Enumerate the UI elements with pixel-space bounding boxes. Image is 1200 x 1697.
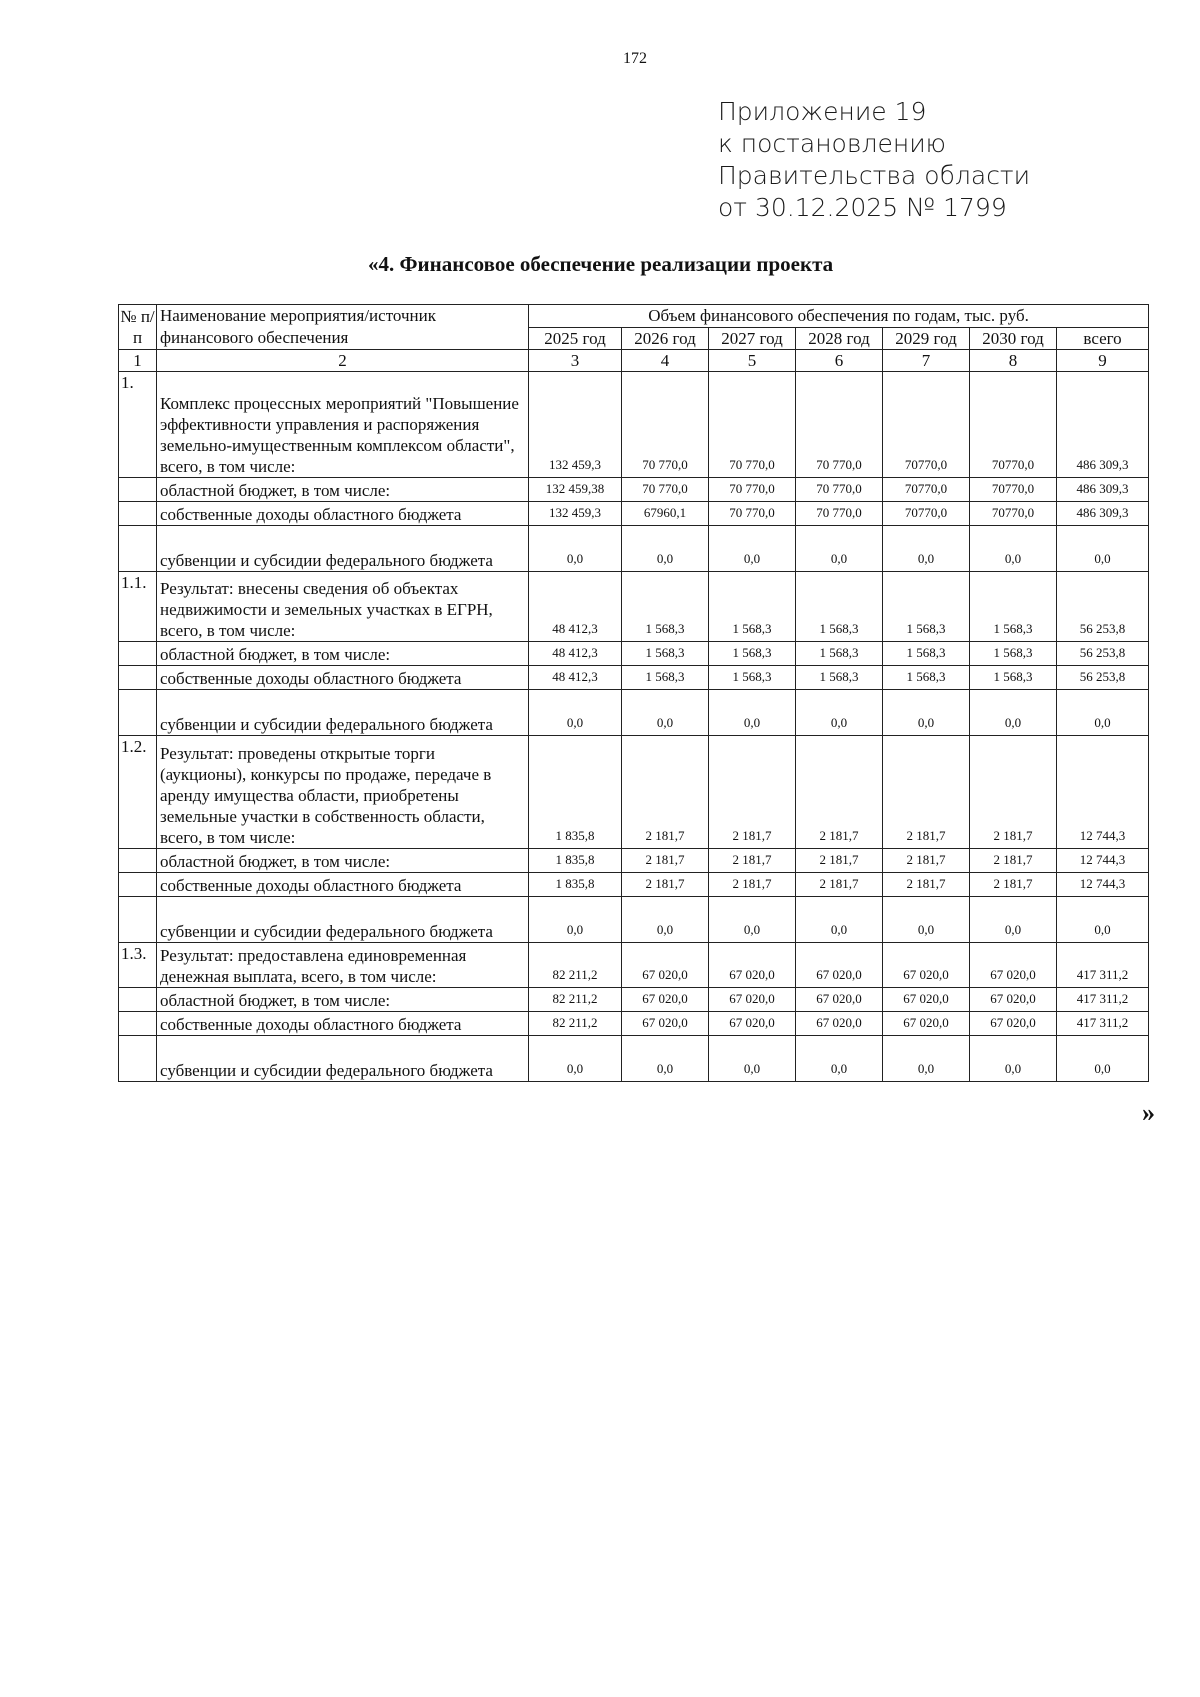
cell-value: 0,0	[529, 690, 622, 736]
cell-total: 56 253,8	[1057, 642, 1149, 666]
column-number: 3	[529, 350, 622, 372]
column-number: 5	[709, 350, 796, 372]
row-name: Комплекс процессных мероприятий "Повышение эффективности управления и распоряжения земельно-имущественным комплексом области", всего, в том числе:	[157, 372, 529, 478]
table-row	[119, 502, 1149, 526]
cell-value: 1 568,3	[796, 642, 883, 666]
financing-table	[118, 304, 1149, 1082]
table-header	[119, 305, 1149, 372]
cell-value: 67 020,0	[970, 943, 1057, 988]
cell-total: 417 311,2	[1057, 943, 1149, 988]
cell-total: 0,0	[1057, 690, 1149, 736]
row-name: областной бюджет, в том числе:	[157, 849, 529, 873]
cell-value: 0,0	[529, 526, 622, 572]
cell-value: 0,0	[970, 1036, 1057, 1082]
table-body	[119, 372, 1149, 1082]
table-row	[119, 1012, 1149, 1036]
cell-value: 2 181,7	[622, 849, 709, 873]
cell-value: 0,0	[622, 1036, 709, 1082]
table-row	[119, 1036, 1149, 1082]
column-number: 8	[970, 350, 1057, 372]
cell-value: 82 211,2	[529, 988, 622, 1012]
column-number: 9	[1057, 350, 1149, 372]
cell-value: 2 181,7	[796, 736, 883, 849]
closing-quote: »	[1142, 1098, 1155, 1127]
header-year: всего	[1057, 327, 1149, 350]
cell-value: 70 770,0	[709, 478, 796, 502]
cell-value: 48 412,3	[529, 572, 622, 642]
cell-value: 67 020,0	[622, 1012, 709, 1036]
cell-value: 0,0	[622, 526, 709, 572]
cell-value: 82 211,2	[529, 1012, 622, 1036]
row-name: собственные доходы областного бюджета	[157, 1012, 529, 1036]
row-index-empty	[119, 666, 157, 690]
header-name: Наименование мероприятия/источник финансового обеспечения	[157, 305, 529, 350]
row-index-empty	[119, 478, 157, 502]
cell-total: 417 311,2	[1057, 1012, 1149, 1036]
cell-value: 70 770,0	[796, 478, 883, 502]
cell-value: 48 412,3	[529, 642, 622, 666]
cell-value: 67 020,0	[883, 1012, 970, 1036]
cell-value: 0,0	[529, 897, 622, 943]
table-row	[119, 478, 1149, 502]
row-name: субвенции и субсидии федерального бюджета	[157, 897, 529, 943]
row-index-empty	[119, 873, 157, 897]
cell-value: 70770,0	[970, 502, 1057, 526]
row-index-empty	[119, 988, 157, 1012]
cell-value: 0,0	[883, 897, 970, 943]
cell-total: 486 309,3	[1057, 502, 1149, 526]
table-row	[119, 372, 1149, 478]
cell-value: 70770,0	[970, 372, 1057, 478]
cell-value: 1 568,3	[883, 666, 970, 690]
cell-value: 70 770,0	[709, 502, 796, 526]
header-volume: Объем финансового обеспечения по годам, тыс. руб.	[529, 305, 1149, 328]
cell-value: 0,0	[622, 690, 709, 736]
cell-value: 0,0	[709, 897, 796, 943]
cell-total: 12 744,3	[1057, 736, 1149, 849]
page-number: 172	[623, 50, 647, 67]
row-index-empty	[119, 642, 157, 666]
column-number: 6	[796, 350, 883, 372]
row-index-empty	[119, 526, 157, 572]
row-name: субвенции и субсидии федерального бюджета	[157, 690, 529, 736]
cell-value: 2 181,7	[796, 849, 883, 873]
column-number: 4	[622, 350, 709, 372]
cell-value: 0,0	[796, 897, 883, 943]
column-number: 2	[157, 350, 529, 372]
row-index-empty	[119, 849, 157, 873]
cell-total: 12 744,3	[1057, 873, 1149, 897]
cell-value: 1 568,3	[796, 666, 883, 690]
cell-value: 70770,0	[883, 478, 970, 502]
cell-value: 67 020,0	[796, 1012, 883, 1036]
cell-value: 1 568,3	[970, 642, 1057, 666]
header-year: 2028 год	[796, 327, 883, 350]
row-index-empty	[119, 502, 157, 526]
cell-total: 0,0	[1057, 526, 1149, 572]
header-year: 2027 год	[709, 327, 796, 350]
cell-value: 1 568,3	[796, 572, 883, 642]
cell-value: 1 835,8	[529, 873, 622, 897]
header-year: 2026 год	[622, 327, 709, 350]
cell-value: 70770,0	[970, 478, 1057, 502]
cell-value: 70 770,0	[709, 372, 796, 478]
appendix-reference: к постановлению	[718, 129, 946, 158]
table-row	[119, 736, 1149, 849]
row-name: Результат: предоставлена единовременная денежная выплата, всего, в том числе:	[157, 943, 529, 988]
cell-value: 132 459,38	[529, 478, 622, 502]
cell-total: 0,0	[1057, 1036, 1149, 1082]
cell-total: 56 253,8	[1057, 572, 1149, 642]
cell-value: 2 181,7	[709, 736, 796, 849]
cell-value: 0,0	[709, 526, 796, 572]
cell-value: 0,0	[709, 690, 796, 736]
cell-value: 1 568,3	[709, 572, 796, 642]
cell-value: 0,0	[970, 897, 1057, 943]
row-name: субвенции и субсидии федерального бюджета	[157, 526, 529, 572]
cell-value: 1 568,3	[970, 572, 1057, 642]
cell-value: 70 770,0	[796, 502, 883, 526]
cell-value: 2 181,7	[622, 736, 709, 849]
cell-value: 0,0	[796, 1036, 883, 1082]
row-index: 1.3.	[119, 943, 157, 988]
cell-value: 70 770,0	[622, 372, 709, 478]
row-name: собственные доходы областного бюджета	[157, 873, 529, 897]
header-year: 2029 год	[883, 327, 970, 350]
cell-value: 82 211,2	[529, 943, 622, 988]
cell-value: 0,0	[796, 526, 883, 572]
cell-value: 0,0	[883, 690, 970, 736]
table-row	[119, 526, 1149, 572]
cell-value: 67 020,0	[796, 988, 883, 1012]
row-index: 1.1.	[119, 572, 157, 642]
table-row	[119, 897, 1149, 943]
row-name: собственные доходы областного бюджета	[157, 666, 529, 690]
cell-value: 1 568,3	[709, 642, 796, 666]
cell-total: 0,0	[1057, 897, 1149, 943]
cell-value: 2 181,7	[709, 849, 796, 873]
header-year: 2030 год	[970, 327, 1057, 350]
cell-value: 67 020,0	[709, 988, 796, 1012]
cell-value: 0,0	[529, 1036, 622, 1082]
cell-value: 0,0	[796, 690, 883, 736]
row-name: Результат: внесены сведения об объектах недвижимости и земельных участках в ЕГРН, всего, в том числе:	[157, 572, 529, 642]
cell-value: 2 181,7	[970, 849, 1057, 873]
cell-value: 67960,1	[622, 502, 709, 526]
cell-total: 486 309,3	[1057, 478, 1149, 502]
cell-value: 1 568,3	[970, 666, 1057, 690]
cell-value: 67 020,0	[883, 988, 970, 1012]
column-number: 1	[119, 350, 157, 372]
table-row	[119, 988, 1149, 1012]
cell-value: 1 568,3	[883, 572, 970, 642]
cell-value: 67 020,0	[970, 1012, 1057, 1036]
cell-value: 1 568,3	[709, 666, 796, 690]
cell-value: 2 181,7	[709, 873, 796, 897]
row-name: субвенции и субсидии федерального бюджета	[157, 1036, 529, 1082]
row-index-empty	[119, 1012, 157, 1036]
cell-total: 417 311,2	[1057, 988, 1149, 1012]
cell-value: 0,0	[622, 897, 709, 943]
cell-value: 0,0	[883, 1036, 970, 1082]
cell-value: 70 770,0	[622, 478, 709, 502]
table-row	[119, 642, 1149, 666]
cell-value: 1 568,3	[883, 642, 970, 666]
cell-value: 67 020,0	[709, 943, 796, 988]
row-index-empty	[119, 1036, 157, 1082]
cell-value: 2 181,7	[622, 873, 709, 897]
row-index-empty	[119, 897, 157, 943]
cell-value: 1 568,3	[622, 572, 709, 642]
table-row	[119, 943, 1149, 988]
table-row	[119, 666, 1149, 690]
cell-total: 12 744,3	[1057, 849, 1149, 873]
table-row	[119, 690, 1149, 736]
cell-value: 0,0	[709, 1036, 796, 1082]
row-name: областной бюджет, в том числе:	[157, 642, 529, 666]
cell-value: 132 459,3	[529, 502, 622, 526]
row-index: 1.2.	[119, 736, 157, 849]
appendix-title: Приложение 19	[718, 97, 927, 126]
cell-value: 0,0	[970, 526, 1057, 572]
cell-value: 67 020,0	[622, 988, 709, 1012]
table-row	[119, 849, 1149, 873]
row-name: собственные доходы областного бюджета	[157, 502, 529, 526]
cell-value: 67 020,0	[970, 988, 1057, 1012]
cell-value: 70 770,0	[796, 372, 883, 478]
section-title: «4. Финансовое обеспечение реализации проекта	[368, 252, 834, 276]
cell-value: 67 020,0	[709, 1012, 796, 1036]
header-year: 2025 год	[529, 327, 622, 350]
cell-value: 2 181,7	[883, 849, 970, 873]
cell-value: 1 568,3	[622, 666, 709, 690]
cell-value: 67 020,0	[622, 943, 709, 988]
cell-value: 132 459,3	[529, 372, 622, 478]
header-number: № п/п	[119, 305, 157, 350]
table-row	[119, 572, 1149, 642]
cell-total: 486 309,3	[1057, 372, 1149, 478]
cell-value: 0,0	[883, 526, 970, 572]
appendix-authority: Правительства области	[718, 161, 1031, 190]
row-index-empty	[119, 690, 157, 736]
cell-value: 67 020,0	[796, 943, 883, 988]
table-row	[119, 873, 1149, 897]
cell-value: 2 181,7	[883, 736, 970, 849]
cell-value: 70770,0	[883, 502, 970, 526]
cell-value: 70770,0	[883, 372, 970, 478]
row-index: 1.	[119, 372, 157, 478]
cell-value: 1 568,3	[622, 642, 709, 666]
cell-value: 2 181,7	[970, 873, 1057, 897]
cell-value: 48 412,3	[529, 666, 622, 690]
appendix-block	[718, 96, 1030, 224]
cell-value: 2 181,7	[883, 873, 970, 897]
row-name: областной бюджет, в том числе:	[157, 988, 529, 1012]
row-name: Результат: проведены открытые торги (аукционы), конкурсы по продаже, передаче в аренду имущества области, приобретены земельные участки в собственность области, всего, в том числе:	[157, 736, 529, 849]
cell-value: 2 181,7	[796, 873, 883, 897]
appendix-date-number: от 30.12.2025 № 1799	[718, 193, 1007, 222]
cell-value: 0,0	[970, 690, 1057, 736]
cell-total: 56 253,8	[1057, 666, 1149, 690]
cell-value: 2 181,7	[970, 736, 1057, 849]
cell-value: 67 020,0	[883, 943, 970, 988]
column-number: 7	[883, 350, 970, 372]
cell-value: 1 835,8	[529, 736, 622, 849]
cell-value: 1 835,8	[529, 849, 622, 873]
row-name: областной бюджет, в том числе:	[157, 478, 529, 502]
